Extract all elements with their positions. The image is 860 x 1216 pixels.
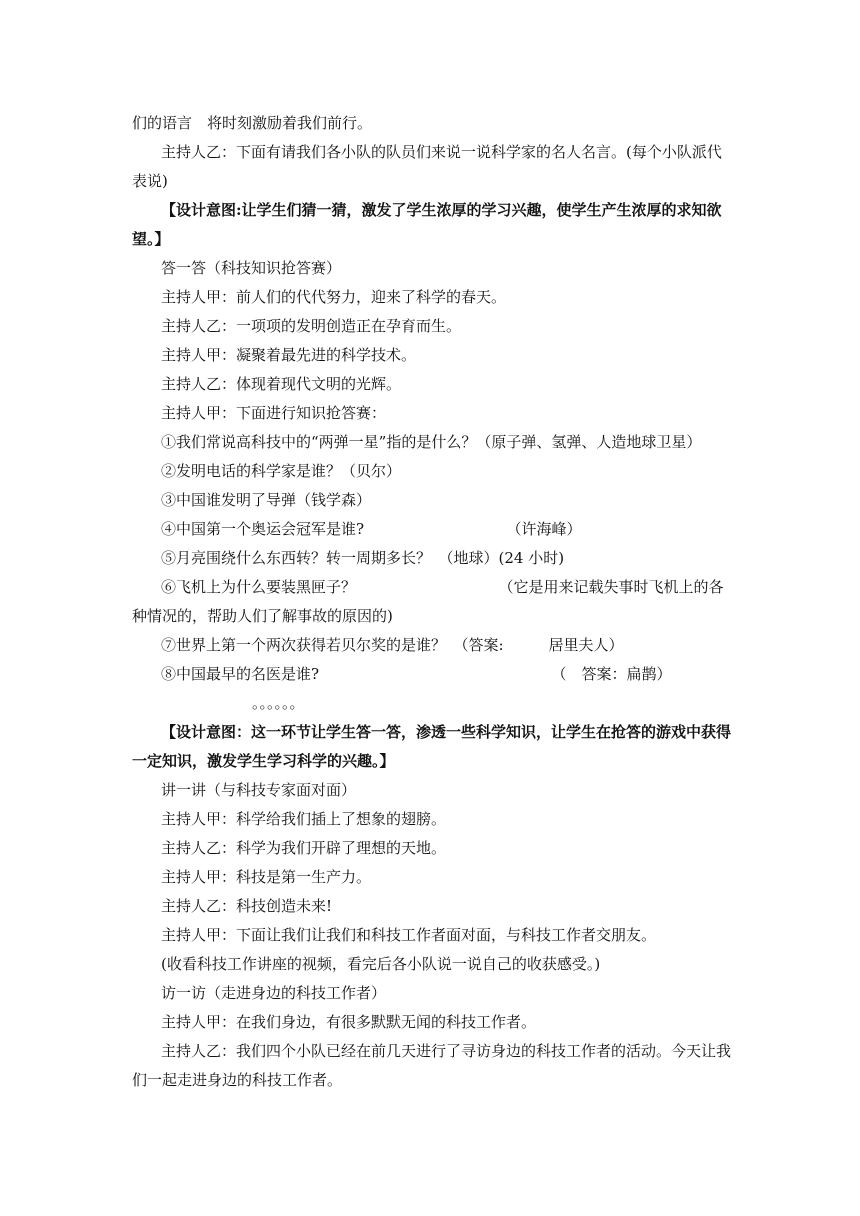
quiz-question: ⑦世界上第一个两次获得若贝尔奖的是谁？ （答案: 居里夫人） xyxy=(161,636,624,654)
section-heading: 讲一讲（与科技专家面对面） xyxy=(161,781,357,799)
paragraph: 主持人甲：科学给我们插上了想象的翅膀。 xyxy=(161,810,447,828)
paragraph: 主持人甲：前人们的代代努力，迎来了科学的春天。 xyxy=(161,288,507,306)
paragraph: 们的语言 将时刻激励着我们前行。 xyxy=(132,114,373,132)
ellipsis-line: 。。。。。。 xyxy=(252,694,305,712)
document-body xyxy=(132,109,732,1095)
paragraph: 主持人乙：一项项的发明创造正在孕育而生。 xyxy=(161,317,462,335)
design-intent-note: 【设计意图:让学生们猜一猜，激发了学生浓厚的学习兴趣，使学生产生浓厚的求知欲望。】 xyxy=(132,201,722,248)
design-intent-note: 【设计意图：这一环节让学生答一答，渗透一些科学知识，让学生在抢答的游戏中获得一定知识，激发学生学习科学的兴趣。】 xyxy=(132,723,732,770)
paragraph: 主持人乙：科学为我们开辟了理想的天地。 xyxy=(161,839,447,857)
quiz-question: ⑥飞机上为什么要装黑匣子？ （它是用来记载失事时飞机上的各种情况的，帮助人们了解事故的原因的) xyxy=(132,578,724,625)
paragraph: 主持人乙：下面有请我们各小队的队员们来说一说科学家的名人名言。(每个小队派代表说) xyxy=(132,143,722,190)
section-heading: 访一访（走进身边的科技工作者） xyxy=(161,984,387,1002)
quiz-question: ③中国谁发明了导弹（钱学森） xyxy=(161,491,372,509)
quiz-question: ⑤月亮围绕什么东西转？转一周期多长？ （地球）(24 小时) xyxy=(161,549,565,567)
paragraph: 主持人乙：我们四个小队已经在前几天进行了寻访身边的科技工作者的活动。今天让我们一起走进身边的科技工作者。 xyxy=(132,1042,732,1089)
paragraph: 主持人甲：在我们身边，有很多默默无闻的科技工作者。 xyxy=(161,1013,537,1031)
section-heading: 答一答（科技知识抢答赛） xyxy=(161,259,342,277)
paragraph: 主持人乙：科技创造未来! xyxy=(161,897,333,915)
paragraph: 主持人甲：凝聚着最先进的科学技术。 xyxy=(161,346,417,364)
paragraph: 主持人甲：科技是第一生产力。 xyxy=(161,868,372,886)
paragraph: 主持人甲：下面进行知识抢答赛： xyxy=(161,404,387,422)
quiz-question: ⑧中国最早的名医是谁? （ 答案：扁鹊） xyxy=(161,665,672,683)
quiz-question: ①我们常说高科技中的“两弹一星”指的是什么？（原子弹、氢弹、人造地球卫星） xyxy=(161,433,702,451)
paragraph: 主持人甲：下面让我们让我们和科技工作者面对面，与科技工作者交朋友。 xyxy=(161,926,657,944)
paragraph: 主持人乙：体现着现代文明的光辉。 xyxy=(161,375,402,393)
quiz-question: ②发明电话的科学家是谁？（贝尔） xyxy=(161,462,402,480)
paragraph: (收看科技工作讲座的视频，看完后各小队说一说自己的收获感受。) xyxy=(161,955,601,973)
quiz-question: ④中国第一个奥运会冠军是谁? （许海峰） xyxy=(161,520,582,538)
